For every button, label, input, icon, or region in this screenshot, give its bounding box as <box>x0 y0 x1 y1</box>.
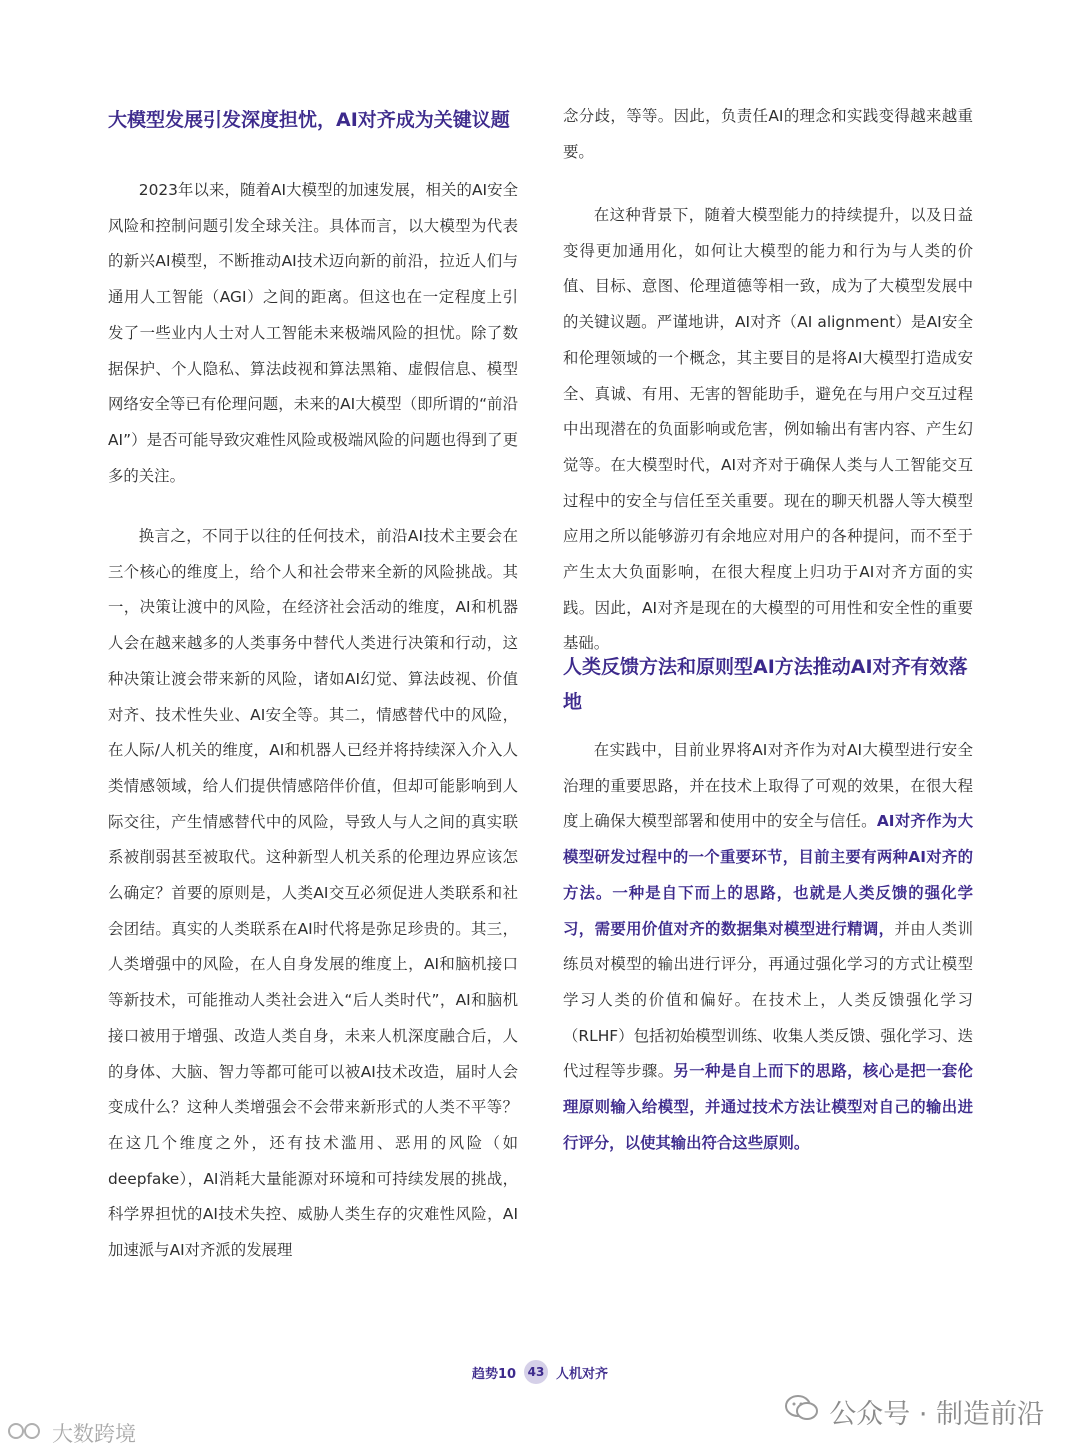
paragraph-4 <box>563 733 973 1161</box>
highlight-top-down: 另一种是自上而下的思路，核心是把一套伦理原则输入给模型，并通过技术方法让模型对自己的输出进行评分，以使其输出符合这些原则。 <box>563 1062 973 1152</box>
paragraph-2: 换言之，不同于以往的任何技术，前沿AI技术主要会在三个核心的维度上，给个人和社会带来全新的风险挑战。其一，决策让渡中的风险，在经济社会活动的维度，AI和机器人会在越来越多的人类事务中替代人类进行决策和行动，这种决策让渡会带来新的风险，诸如AI幻觉、算法歧视、价值对齐、技术性失业、AI安全等。其二，情感替代中的风险，在人际/人机关的维度，AI和机器人已经并将持续深入介入人类情感领域，给人们提供情感陪伴价值，但却可能影响到人际交往，产生情感替代中的风险，导致人与人之间的真实联系被削弱甚至被取代。这种新型人机关系的伦理边界应该怎么确定？首要的原则是，人类AI交互必须促进人类联系和社会团结。真实的人类联系在AI时代将是弥足珍贵的。其三，人类增强中的风险，在人自身发展的维度上，AI和脑机接口等新技术，可能推动人类社会进入“后人类时代”，AI和脑机接口被用于增强、改造人类自身，未来人机深度融合后，人的身体、大脑、智力等都可能可以被AI技术改造，届时人会变成什么？这种人类增强会不会带来新形式的人类不平等？在这几个维度之外，还有技术滥用、恶用的风险（如deepfake），AI消耗大量能源对环境和可持续发展的挑战，科学界担忧的AI技术失控、威胁人类生存的灾难性风险，AI加速派与AI对齐派的发展理 <box>108 527 518 1260</box>
section-heading-1: 大模型发展引发深度担忧，AI对齐成为关键议题 <box>108 109 510 131</box>
wechat-icon <box>785 1394 819 1429</box>
watermark-text-right: 公众号 · 制造前沿 <box>829 1399 1044 1430</box>
page-footer <box>0 1357 1080 1387</box>
wechat-watermark <box>785 1392 1044 1431</box>
logo-icon <box>6 1419 46 1448</box>
section-heading-2: 人类反馈方法和原则型AI方法推动AI对齐有效落地 <box>563 656 968 713</box>
paragraph-3: 在这种背景下，随着大模型能力的持续提升，以及日益变得更加通用化，如何让大模型的能力和行为与人类的价值、目标、意图、伦理道德等相一致，成为了大模型发展中的关键议题。严谨地讲，AI对齐（AI alignment）是AI安全和伦理领域的一个概念，其主要目的是将AI大模型打造成安全、真诚、有用、无害的智能助手，避免在与用户交互过程中出现潜在的负面影响或危害，例如输出有害内容、产生幻觉等。在大模型时代，AI对齐对于确保人类与人工智能交互过程中的安全与信任至关重要。现在的聊天机器人等大模型应用之所以能够游刃有余地应对用户的各种提问，而不至于产生太大负面影响，在很大程度上归功于AI对齐方面的实践。因此，AI对齐是现在的大模型的可用性和安全性的重要基础。 <box>563 206 973 653</box>
footer-topic: 人机对齐 <box>556 1366 609 1382</box>
watermark-text-left: 大数跨境 <box>52 1422 136 1446</box>
bottom-left-watermark <box>6 1418 136 1448</box>
page-number: 43 <box>524 1360 548 1384</box>
highlight-bottom-up: AI对齐作为大模型研发过程中的一个重要环节，目前主要有两种AI对齐的方法。一种是自下而上的思路，也就是人类反馈的强化学习，需要用价值对齐的数据集对模型进行精调， <box>563 812 973 938</box>
paragraph-1: 2023年以来，随着AI大模型的加速发展，相关的AI安全风险和控制问题引发全球关注。具体而言，以大模型为代表的新兴AI模型，不断推动AI技术迈向新的前沿，拉近人们与通用人工智能（AGI）之间的距离。但这也在一定程度上引发了一些业内人士对人工智能未来极端风险的担忧。除了数据保护、个人隐私、算法歧视和算法黑箱、虚假信息、模型网络安全等已有伦理问题，未来的AI大模型（即所谓的“前沿AI”）是否可能导致灾难性风险或极端风险的问题也得到了更多的关注。 <box>108 181 518 485</box>
footer-section: 趋势10 <box>471 1366 517 1382</box>
paragraph-4-intro: 在实践中，目前业界将AI对齐作为对AI大模型进行安全治理的重要思路，并在技术上取得了可观的效果，在很大程度上确保大模型部署和使用中的安全与信任。 <box>563 741 973 831</box>
paragraph-continued: 念分歧，等等。因此，负责任AI的理念和实践变得越来越重要。 <box>563 107 973 161</box>
paragraph-4-rlhf: 并由人类训练员对模型的输出进行评分，再通过强化学习的方式让模型学习人类的价值和偏好。在技术上，人类反馈强化学习（RLHF）包括初始模型训练、收集人类反馈、强化学习、迭代过程等步骤。 <box>563 919 973 1081</box>
